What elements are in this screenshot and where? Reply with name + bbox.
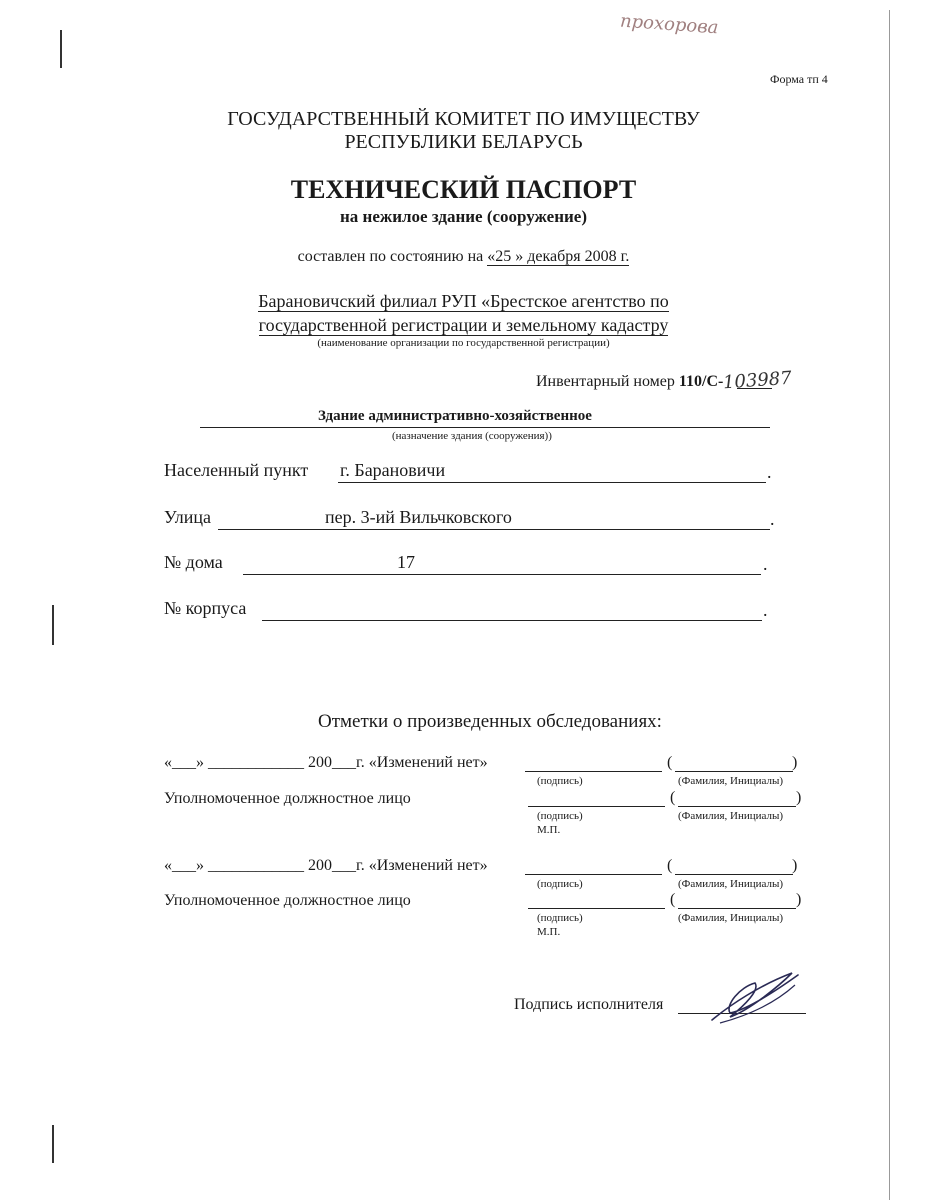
official-name-underline (678, 908, 796, 909)
scan-mark (52, 605, 54, 645)
official-bracket-open: ( (670, 789, 676, 806)
name-underline (675, 874, 793, 875)
handwritten-signature (700, 965, 810, 1030)
stamp-label: М.П. (537, 824, 561, 836)
building-label: № корпуса (164, 598, 247, 618)
status-date: «25 » декабря 2008 г. (487, 248, 630, 265)
house-underline (243, 574, 761, 575)
street-value[interactable]: пер. 3-ий Вильчковского (325, 507, 512, 527)
status-prefix: составлен по состоянию на (297, 248, 484, 265)
locality-label: Населенный пункт (164, 460, 309, 480)
name-bracket-open: ( (667, 754, 673, 771)
org-title-line2: РЕСПУБЛИКИ БЕЛАРУСЬ (344, 131, 583, 153)
handwritten-note: прохорова (619, 10, 720, 39)
building-end-mark: . (763, 600, 768, 620)
registrar-line1: Барановичский филиал РУП «Брестское агентство по (258, 291, 669, 311)
name-caption: (Фамилия, Инициалы) (678, 775, 784, 787)
purpose-underline (200, 427, 770, 428)
official-bracket-close: ) (796, 891, 802, 908)
name-underline (675, 771, 793, 772)
official-signature-underline (528, 806, 665, 807)
inventory-underline (737, 388, 772, 389)
signature-underline (525, 874, 662, 875)
official-name-underline (678, 806, 796, 807)
street-underline (218, 529, 770, 530)
org-title-line1: ГОСУДАРСТВЕННЫЙ КОМИТЕТ ПО ИМУЩЕСТВУ (227, 108, 700, 130)
locality-value[interactable]: г. Барановичи (340, 460, 446, 480)
inspections-heading: Отметки о произведенных обследованиях: (318, 711, 662, 732)
inspection-date-line: «___» ____________ 200___г. «Изменений нет» (164, 754, 488, 771)
locality-end-mark: . (767, 462, 772, 482)
inventory-prefix: 110/С- (678, 373, 724, 390)
document-subtitle: на нежилое здание (сооружение) (339, 207, 587, 226)
status-line (0, 248, 927, 266)
name-bracket-close: ) (792, 857, 798, 874)
official-signature-caption: (подпись) (537, 912, 583, 924)
document-title: ТЕХНИЧЕСКИЙ ПАСПОРТ (290, 175, 637, 204)
purpose-caption: (назначение здания (сооружения)) (392, 430, 552, 442)
official-signature-underline (528, 908, 665, 909)
official-bracket-close: ) (796, 789, 802, 806)
executor-label: Подпись исполнителя (514, 996, 664, 1013)
building-underline (262, 620, 762, 621)
scan-mark (52, 1125, 54, 1163)
name-caption: (Фамилия, Инициалы) (678, 878, 784, 890)
locality-underline (338, 482, 766, 483)
signature-underline (525, 771, 662, 772)
name-bracket-close: ) (792, 754, 798, 771)
inventory-label: Инвентарный номер (536, 373, 675, 390)
house-value[interactable]: 17 (397, 552, 415, 572)
official-bracket-open: ( (670, 891, 676, 908)
official-label: Уполномоченное должностное лицо (164, 790, 411, 807)
inspection-date-line: «___» ____________ 200___г. «Изменений нет» (164, 857, 488, 874)
house-label: № дома (164, 552, 223, 572)
registrar-caption: (наименование организации по государственной регистрации) (317, 337, 610, 349)
official-signature-caption: (подпись) (537, 810, 583, 822)
stamp-label: М.П. (537, 926, 561, 938)
street-end-mark: . (770, 509, 775, 529)
name-bracket-open: ( (667, 857, 673, 874)
street-label: Улица (164, 507, 211, 527)
inventory-handwritten-number: 103987 (722, 367, 793, 394)
signature-caption: (подпись) (537, 775, 583, 787)
purpose-value: Здание административно-хозяйственное (318, 408, 592, 424)
official-name-caption: (Фамилия, Инициалы) (678, 810, 784, 822)
scan-mark (60, 30, 62, 68)
house-end-mark: . (763, 554, 768, 574)
signature-caption: (подпись) (537, 878, 583, 890)
registrar-line2: государственной регистрации и земельному кадастру (258, 315, 669, 335)
form-label: Форма тп 4 (770, 72, 828, 86)
official-label: Уполномоченное должностное лицо (164, 892, 411, 909)
official-name-caption: (Фамилия, Инициалы) (678, 912, 784, 924)
